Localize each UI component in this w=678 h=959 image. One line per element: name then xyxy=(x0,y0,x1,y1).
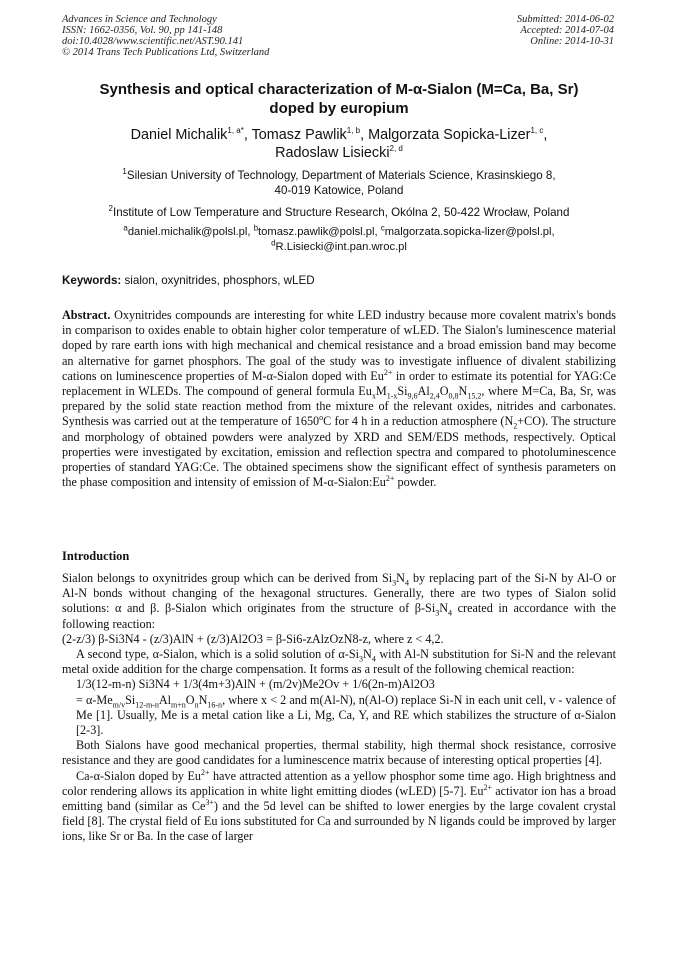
journal-issn: ISSN: 1662-0356, Vol. 90, pp 141-148 xyxy=(62,25,223,36)
email-link[interactable]: malgorzata.sopicka-lizer@polsl.pl, xyxy=(384,226,555,238)
section-heading-introduction: Introduction xyxy=(62,549,130,563)
email-link[interactable]: R.Lisiecki@int.pan.wroc.pl xyxy=(275,241,407,253)
keywords: Keywords: sialon, oxynitrides, phosphors, wLED xyxy=(62,274,315,287)
equation: 1/3(12-m-n) Si3N4 + 1/3(4m+3)AlN + (m/2v)Me2Ov + 1/6(2n-m)Al2O3 xyxy=(76,677,435,692)
equation: = $\alpha-Me_{m/v}Si_{12-m-n}Al_{m+n}O_nN_{16-n}$, where x < 2 and m(Al-N), n(Al-O) replace Si-N in each unit cell, v - valence of Me [1]. Usually, Me is a metal cation like a Li, Mg, Ca, Y, and RE which stabilizes the structure of α-Sialon [2-3]. xyxy=(76,692,616,738)
accepted-date: Accepted: 2014-07-04 xyxy=(520,25,614,36)
paragraph: Sialon belongs to oxynitrides group which can be derived from $Si_3N_4$ by replacing part of the Si-N by Al-O or Al-N bonds without changing of the hexagonal structures. Generally, there are two types of Sialon solid solutions: α and β. β-Sialon which originates from the structure of $\beta-Si_3N_4$ created in accordance with the following reaction: xyxy=(62,571,616,631)
paragraph: Both Sialons have good mechanical properties, thermal stability, high thermal shock resistance, corrosive resistance and they are good candidates for a luminescence matrix because of interesting optical properties [4]. xyxy=(62,738,616,768)
submitted-date: Submitted: 2014-06-02 xyxy=(516,14,614,25)
equation: (2-z/3) β-Si3N4 - (z/3)AlN + (z/3)Al2O3 = β-Si6-zAlzOzN8-z, where z < 4,2. xyxy=(62,631,444,646)
author-name: Daniel Michalik xyxy=(130,127,228,143)
email-link[interactable]: daniel.michalik@polsl.pl, xyxy=(127,226,251,238)
author-name: Malgorzata Sopicka-Lizer xyxy=(368,127,531,143)
journal-copyright: © 2014 Trans Tech Publications Ltd, Switzerland xyxy=(62,47,270,58)
introduction-text xyxy=(62,571,616,845)
paragraph: A second type, α-Sialon, which is a solid solution of $\alpha-Si_3N_4$ with Al-N substitution for Si-N and the relevant metal oxide addition for the charge compensation. It forms as a result of the following chemical reaction: xyxy=(62,647,616,677)
paragraph: Ca-α-Sialon doped by $Eu^{2+}$ have attracted attention as a yellow phosphor some time ago. High brightness and color rendering allows its application in white light emitting diodes (wLED) [5-7]. $Eu^{2+}$ activator ion has a broad emitting band (similar as $Ce^{3+}$) and the 5d level can be shifted to lower energies by the large covalent crystal field [8]. The crystal field of Eu ions substituted for Ca and surrounded by N ligands could be improved by larger ions, like Sr or Ba. In the case of larger xyxy=(62,767,616,844)
abstract: Abstract. Oxynitrides compounds are interesting for white LED industry because more covalent matrix's bonds in comparison to oxides enable to obtain higher color temperature of wLED. The Sialon's luminescence material doped by rare earth ions with high mechanical and chemical resistance and a broad emission band may become an alternative for garnet phosphors. The goal of the study was to investigate influence of divalent stabilizing cations on luminescence properties of M-α-Sialon doped with $Eu^{2+}$ in order to estimate its potential for YAG:Ce replacement in WLEDs. The compound of general formula $Eu_xM_{1-x}Si_{9,6}Al_{2,4}O_{0,8}N_{15,2}$, where M=Ca, Ba, Sr, was prepared by the solid state reaction method from the mixture of the relevant oxides, nitrides and carbonates. Synthesis was carried out at the temperature of 1650$^o$C for 4 h in a reduction atmosphere $(N_2+CO)$. The structure and morphology of obtained powders were analyzed by XRD and SEM/EDS methods, respectively. Optical properties were investigated by excitation, emission and reflection spectra and compared to photoluminescence properties of standard YAG:Ce. The obtained specimens show the significant effect of synthesis parameters on the phase composition and intensity of emission of $M-\alpha-Sialon:Eu^{2+}$ powder. xyxy=(62,308,616,490)
submission-dates xyxy=(517,14,614,47)
journal-name: Advances in Science and Technology xyxy=(62,14,217,25)
author-emails: $^a$daniel.michalik@polsl.pl, $^b$tomasz.pawlik@polsl.pl, $^c$malgorzata.sopicka-lizer@polsl.pl, $^d$R.Lisiecki@int.pan.wroc.pl xyxy=(123,223,555,253)
online-date: Online: 2014-10-31 xyxy=(530,36,614,47)
affiliation-2: $^2$Institute of Low Temperature and Structure Research, Okólna 2, 50-422 Wrocław, Poland xyxy=(108,204,570,219)
journal-doi: doi:10.4028/www.scientific.net/AST.90.141 xyxy=(62,36,244,47)
journal-info xyxy=(62,14,269,58)
paper-title: Synthesis and optical characterization of M-α-Sialon (M=Ca, Ba, Sr) doped by europium xyxy=(99,81,579,117)
author-name: Tomasz Pawlik xyxy=(251,127,347,143)
email-link[interactable]: tomasz.pawlik@polsl.pl, xyxy=(258,226,378,238)
author-name: Radoslaw Lisiecki xyxy=(275,145,390,161)
author-list: Daniel Michalik$^{1, a*}$, Tomasz Pawlik$^{1, b}$, Malgorzata Sopicka-Lizer$^{1, c}$, Radoslaw Lisiecki$^{2, d}$ xyxy=(130,126,548,161)
affiliation-1: $^1$Silesian University of Technology, Department of Materials Science, Krasinskiego 8, 40-019 Katowice, Poland xyxy=(122,167,556,197)
